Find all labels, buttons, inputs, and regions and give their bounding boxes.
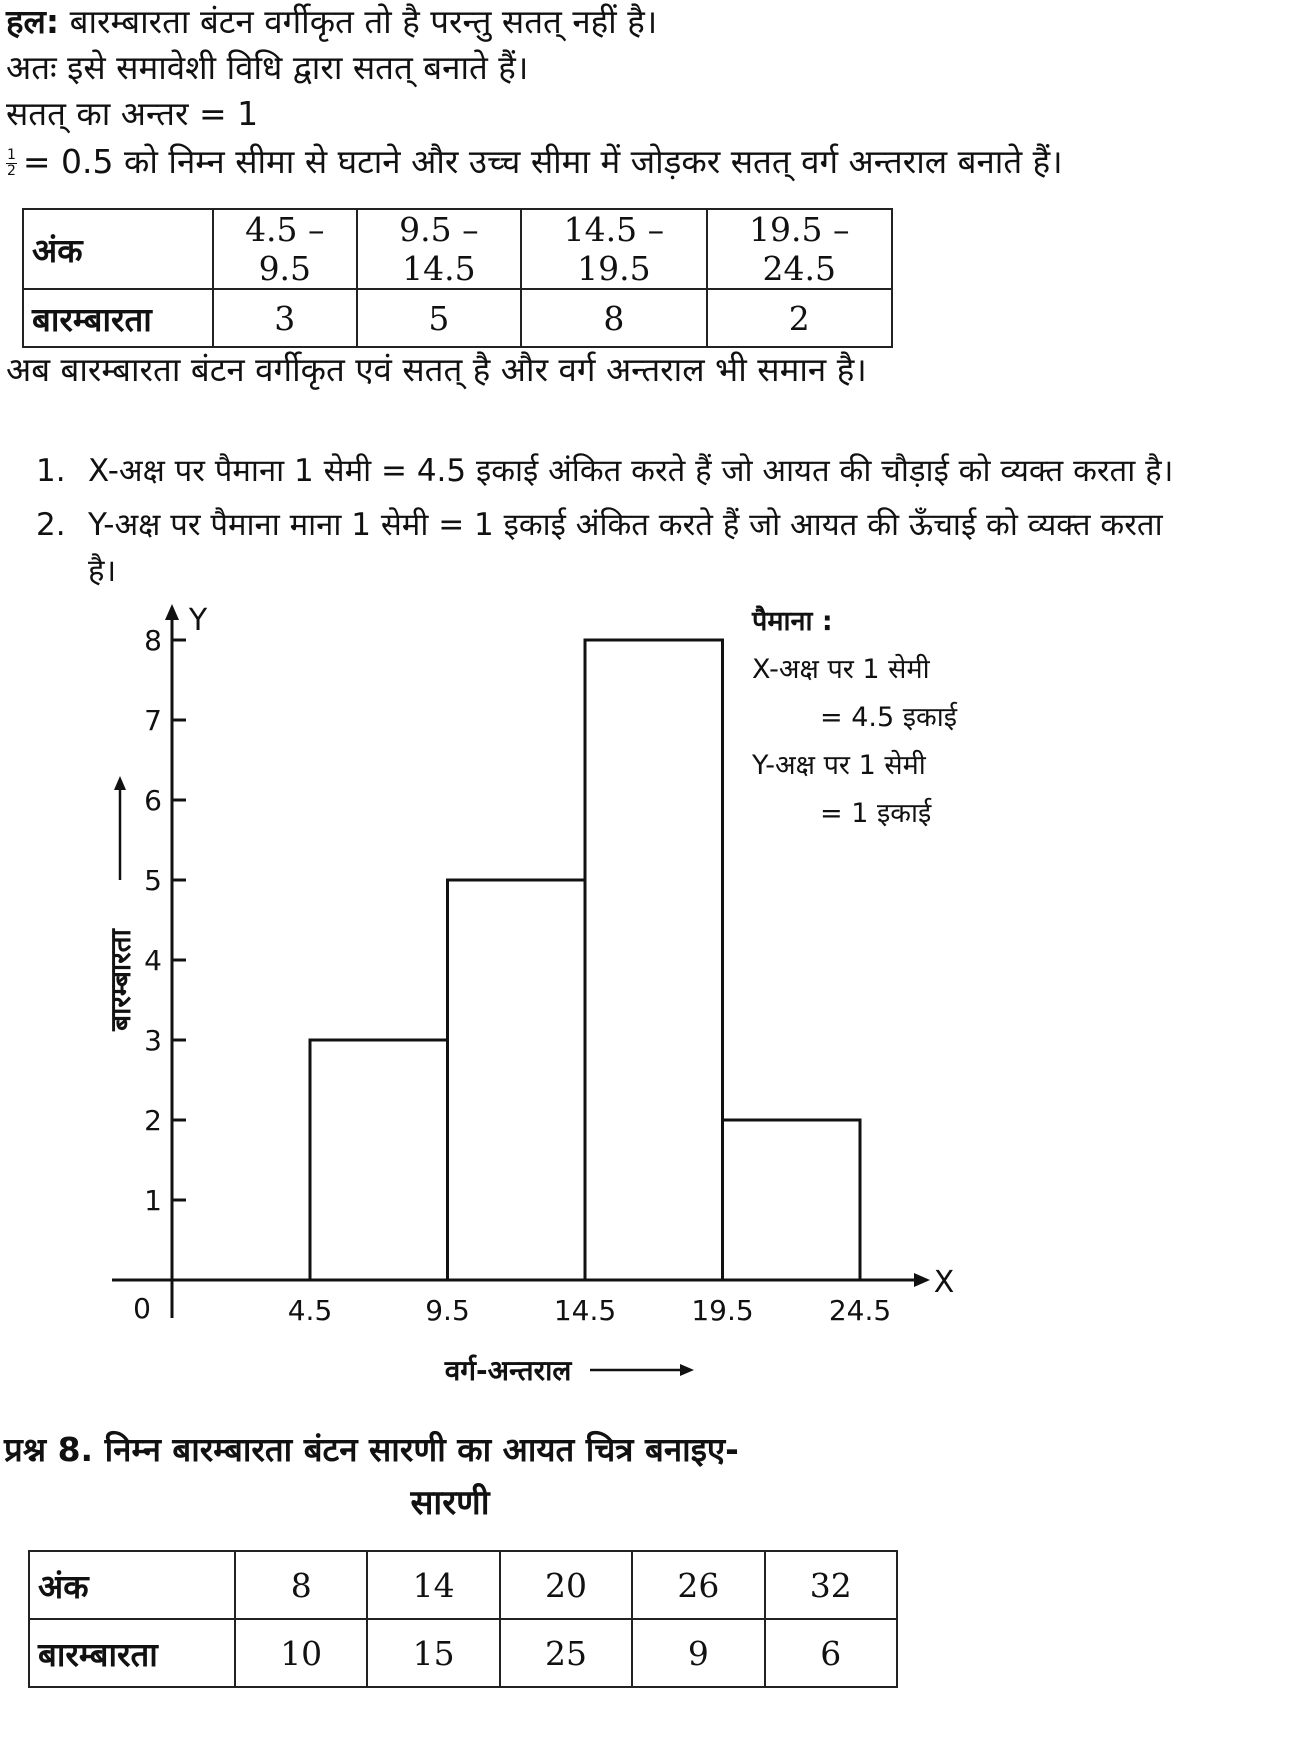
histogram-bar bbox=[723, 1120, 861, 1280]
frequency-table bbox=[28, 1550, 898, 1688]
table-header-marks: अंक bbox=[23, 209, 213, 289]
table-cell-frequency: 2 bbox=[707, 289, 892, 347]
table-row-frequencies bbox=[29, 1619, 897, 1687]
intro-line-3: सतत् का अन्तर = 1 bbox=[6, 94, 259, 133]
y-tick-label: 4 bbox=[144, 944, 162, 977]
x-tick-label: 24.5 bbox=[828, 1294, 892, 1327]
table-cell-frequency: 10 bbox=[235, 1619, 367, 1687]
x-axis-label: वर्ग-अन्तराल bbox=[444, 1354, 572, 1387]
y-tick-label: 1 bbox=[144, 1184, 162, 1217]
y-axis-letter: Y bbox=[188, 603, 208, 638]
y-tick-label: 5 bbox=[144, 864, 162, 897]
table-cell-frequency: 15 bbox=[367, 1619, 499, 1687]
table-row-marks bbox=[29, 1551, 897, 1619]
y-tick-label: 2 bbox=[144, 1104, 162, 1137]
step-text: Y-अक्ष पर पैमाना माना 1 सेमी = 1 इकाई अंकित करते हैं जो आयत की ऊँचाई को व्यक्त करता bbox=[88, 507, 1163, 543]
histogram-bar bbox=[448, 880, 586, 1280]
fraction-denominator: 2 bbox=[7, 163, 16, 179]
intro-line-4 bbox=[6, 140, 1063, 184]
table-cell-mark: 8 bbox=[235, 1551, 367, 1619]
x-axis-letter: X bbox=[933, 1265, 955, 1300]
step-text-continuation: है। bbox=[88, 553, 117, 589]
table-row-frequencies bbox=[23, 289, 892, 347]
intro-line-2: अतः इसे समावेशी विधि द्वारा सतत् बनाते हैं। bbox=[6, 48, 529, 87]
y-axis-arrowhead bbox=[165, 604, 179, 620]
table-row-intervals bbox=[23, 209, 892, 289]
histogram-chart bbox=[0, 590, 1000, 1390]
histogram-bar bbox=[310, 1040, 448, 1280]
table-cell-mark: 20 bbox=[500, 1551, 632, 1619]
table-cell-frequency: 25 bbox=[500, 1619, 632, 1687]
table-header-marks: अंक bbox=[29, 1551, 235, 1619]
table-cell-frequency: 8 bbox=[521, 289, 706, 347]
x-tick-label: 9.5 bbox=[425, 1294, 470, 1327]
table-cell-frequency: 6 bbox=[765, 1619, 897, 1687]
table-cell-mark: 14 bbox=[367, 1551, 499, 1619]
table-cell-interval: 9.5 – 14.5 bbox=[357, 209, 522, 289]
intro-line-1 bbox=[6, 0, 657, 44]
x-label-arrowhead bbox=[680, 1364, 694, 1376]
y-tick-label: 8 bbox=[144, 624, 162, 657]
table-cell-mark: 26 bbox=[632, 1551, 764, 1619]
origin-label: 0 bbox=[133, 1292, 151, 1325]
solution-label: हल: bbox=[6, 2, 60, 41]
legend-line: Y-अक्ष पर 1 सेमी bbox=[752, 750, 926, 781]
step-number: 1. bbox=[36, 453, 66, 489]
fraction-numerator: 1 bbox=[7, 147, 16, 163]
table-header-frequency: बारम्बारता bbox=[23, 289, 213, 347]
legend-line: = 4.5 इकाई bbox=[820, 702, 957, 733]
step-text: X-अक्ष पर पैमाना 1 सेमी = 4.5 इकाई अंकित करते हैं जो आयत की चौड़ाई को व्यक्त करता है। bbox=[88, 453, 1174, 489]
step-number: 2. bbox=[36, 507, 66, 543]
question-8: प्रश्न 8. निम्न बारम्बारता बंटन सारणी का आयत चित्र बनाइए- bbox=[4, 1430, 739, 1469]
table-header-frequency: बारम्बारता bbox=[29, 1619, 235, 1687]
legend-title: पैमाना : bbox=[752, 606, 833, 637]
table-cell-frequency: 9 bbox=[632, 1619, 764, 1687]
y-axis-label: बारम्बारता bbox=[104, 929, 137, 1031]
intro-text-1: बारम्बारता बंटन वर्गीकृत तो है परन्तु सतत् नहीं है। bbox=[69, 2, 658, 41]
y-tick-label: 3 bbox=[144, 1024, 162, 1057]
y-label-arrowhead bbox=[114, 776, 126, 790]
histogram-bar bbox=[585, 640, 723, 1280]
table-cell-mark: 32 bbox=[765, 1551, 897, 1619]
y-tick-label: 6 bbox=[144, 784, 162, 817]
x-tick-label: 14.5 bbox=[553, 1294, 617, 1327]
step-item bbox=[36, 448, 1173, 494]
table-cell-interval: 4.5 – 9.5 bbox=[213, 209, 357, 289]
steps-list bbox=[36, 448, 1173, 594]
y-tick-label: 7 bbox=[144, 704, 162, 737]
half-fraction bbox=[6, 148, 17, 179]
table-title: सारणी bbox=[410, 1483, 490, 1523]
after-table-text: अब बारम्बारता बंटन वर्गीकृत एवं सतत् है और वर्ग अन्तराल भी समान है। bbox=[6, 350, 867, 389]
table-cell-interval: 14.5 – 19.5 bbox=[521, 209, 706, 289]
x-tick-label: 4.5 bbox=[287, 1294, 333, 1327]
legend-line: X-अक्ष पर 1 सेमी bbox=[752, 654, 930, 685]
table-cell-frequency: 5 bbox=[357, 289, 522, 347]
continuous-frequency-table bbox=[22, 208, 893, 348]
table-cell-frequency: 3 bbox=[213, 289, 357, 347]
table-cell-interval: 19.5 – 24.5 bbox=[707, 209, 892, 289]
x-tick-label: 19.5 bbox=[691, 1294, 754, 1327]
intro-text-4: = 0.5 को निम्न सीमा से घटाने और उच्च सीमा में जोड़कर सतत् वर्ग अन्तराल बनाते हैं। bbox=[22, 142, 1063, 181]
legend-line: = 1 इकाई bbox=[820, 798, 932, 829]
step-item bbox=[36, 502, 1173, 594]
x-axis-arrowhead bbox=[914, 1273, 930, 1287]
